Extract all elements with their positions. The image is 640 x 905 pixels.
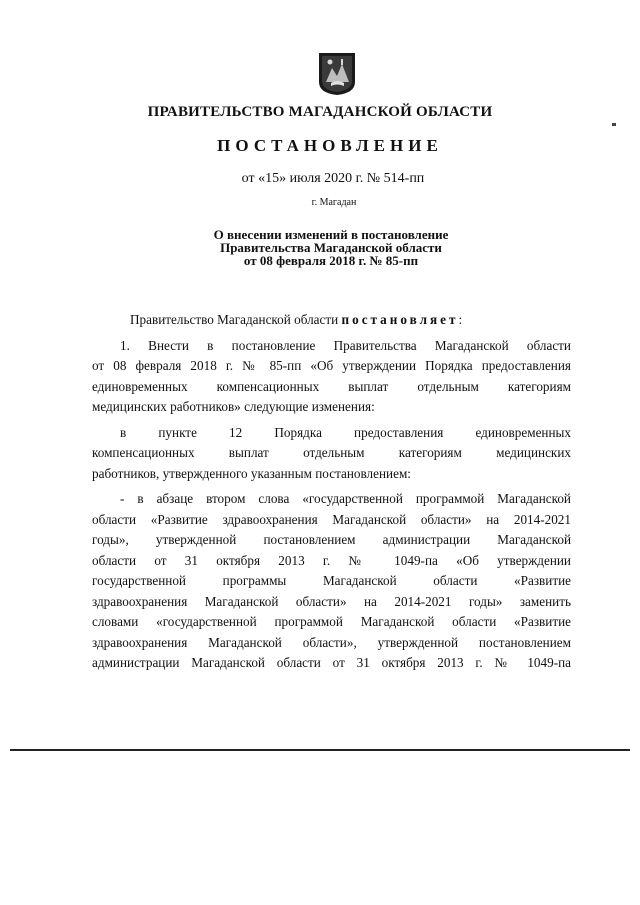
document-subject — [0, 228, 640, 267]
resolution-intro — [92, 310, 571, 331]
paragraph-2 — [92, 423, 571, 485]
intro-keyword: постановляет — [341, 312, 459, 327]
document-date-number: от «15» июля 2020 г. № 514-пп — [241, 171, 425, 186]
paragraph-line: компенсационных выплат отдельным категориям медицинских — [92, 445, 571, 460]
document-body — [92, 310, 571, 674]
document-city: г. Магадан — [311, 197, 357, 208]
paragraph-line: медицинских работников» следующие изменения: — [92, 399, 375, 414]
intro-prefix: Правительство Магаданской области — [130, 312, 342, 327]
page-bottom-rule — [10, 749, 630, 751]
paragraph-line: области от 31 октября 2013 г. № 1049-па «Об утверждении — [92, 552, 571, 568]
paragraph-line: 1. Внести в постановление Правительства Магаданской области — [120, 337, 571, 353]
paragraph-line: - в абзаце втором слова «государственной программой Магаданской — [120, 491, 571, 506]
paragraph-line: в пункте 12 Порядка предоставления единовременных — [120, 424, 571, 440]
intro-suffix: : — [458, 312, 463, 327]
paragraph-line: здравоохранения Магаданской области» на 2014-2021 годы» заменить — [92, 593, 571, 609]
coat-of-arms-icon — [318, 52, 356, 96]
document-type-title: ПОСТАНОВЛЕНИЕ — [217, 136, 443, 155]
paragraph-line: единовременных компенсационных выплат отдельным категориям — [92, 378, 571, 394]
subject-line: от 08 февраля 2018 г. № 85-пп — [243, 253, 419, 268]
paragraph-line: от 08 февраля 2018 г. № 85-пп «Об утверждении Порядка предоставления — [92, 358, 571, 373]
government-title: ПРАВИТЕЛЬСТВО МАГАДАНСКОЙ ОБЛАСТИ — [147, 104, 493, 120]
paragraph-line: словами «государственной программой Магаданской области «Развитие — [92, 614, 571, 629]
paragraph-line: государственной программы Магаданской области «Развитие — [92, 573, 571, 588]
paragraph-line: годы», утвержденной постановлением администрации Магаданской — [92, 532, 571, 547]
paragraph-3 — [92, 489, 571, 674]
paragraph-line: работников, утвержденного указанным постановлением: — [92, 465, 411, 481]
scan-mark — [612, 123, 616, 126]
subject-line: Правительства Магаданской области — [220, 240, 442, 255]
paragraph-line: здравоохранения Магаданской области», утвержденной постановлением — [92, 634, 571, 650]
paragraph-1 — [92, 336, 571, 418]
paragraph-line: администрации Магаданской области от 31 октября 2013 г. № 1049-па — [92, 655, 571, 670]
paragraph-line: области «Развитие здравоохранения Магаданской области» на 2014-2021 — [92, 511, 571, 527]
subject-line: О внесении изменений в постановление — [213, 227, 449, 242]
